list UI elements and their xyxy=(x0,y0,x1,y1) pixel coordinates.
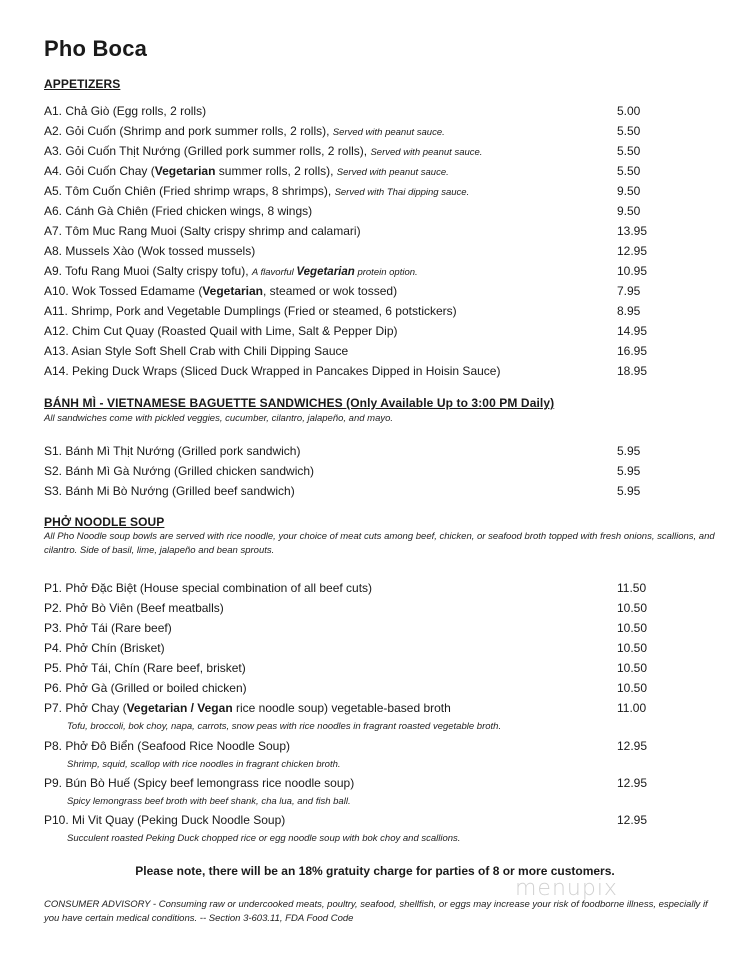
menu-item-p5: P5. Phở Tái, Chín (Rare beef, brisket) 10.50 xyxy=(44,658,664,678)
watermark-logo: menupix xyxy=(515,876,618,901)
menu-item-a11: A11. Shrimp, Pork and Vegetable Dumplings (Fried or steamed, 6 potstickers) 8.95 xyxy=(44,301,664,321)
item-price: 10.50 xyxy=(617,621,648,635)
menu-item-a5: A5. Tôm Cuốn Chiên (Fried shrimp wraps, 8 shrimps), Served with Thai dipping sauce. 9.50 xyxy=(44,181,664,201)
menu-item-s2: S2. Bánh Mì Gà Nướng (Grilled chicken sandwich) 5.95 xyxy=(44,461,664,481)
appetizers-heading: APPETIZERS xyxy=(44,77,121,91)
menu-item-a3: A3. Gỏi Cuốn Thịt Nướng (Grilled pork summer rolls, 2 rolls), Served with peanut sauce. 5.50 xyxy=(44,141,664,161)
item-price: 5.95 xyxy=(617,484,641,498)
item-price: 5.50 xyxy=(617,124,641,138)
menu-item-a12: A12. Chim Cut Quay (Roasted Quail with Lime, Salt & Pepper Dip) 14.95 xyxy=(44,321,664,341)
item-price: 12.95 xyxy=(617,244,648,258)
item-price: 8.95 xyxy=(617,304,641,318)
menu-item-a10: A10. Wok Tossed Edamame (Vegetarian, steamed or wok tossed) 7.95 xyxy=(44,281,664,301)
item-price: 5.95 xyxy=(617,444,641,458)
item-price: 12.95 xyxy=(617,813,648,827)
banh-mi-note: All sandwiches come with pickled veggies, cucumber, cilantro, jalapeño, and mayo. xyxy=(44,413,394,424)
item-price: 9.50 xyxy=(617,204,641,218)
item-price: 12.95 xyxy=(617,739,648,753)
menu-item-a4: A4. Gỏi Cuốn Chay (Vegetarian summer rolls, 2 rolls), Served with peanut sauce. 5.50 xyxy=(44,161,664,181)
item-price: 10.95 xyxy=(617,264,648,278)
item-price: 7.95 xyxy=(617,284,641,298)
item-price: 11.50 xyxy=(617,581,647,595)
menu-item-a2: A2. Gỏi Cuốn (Shrimp and pork summer rolls, 2 rolls), Served with peanut sauce. 5.50 xyxy=(44,121,664,141)
menu-item-a1: A1. Chả Giò (Egg rolls, 2 rolls) 5.00 xyxy=(44,101,664,121)
menu-item-s1: S1. Bánh Mì Thịt Nướng (Grilled pork sandwich) 5.95 xyxy=(44,441,664,461)
item-description: Tofu, broccoli, bok choy, napa, carrots, snow peas with rice noodles in fragrant roasted vegetable broth. xyxy=(67,721,502,732)
menu-item-p8: P8. Phở Đô Biển (Seafood Rice Noodle Soup) 12.95 xyxy=(44,736,664,756)
item-description: Shrimp, squid, scallop with rice noodles in fragrant chicken broth. xyxy=(67,759,341,770)
item-price: 10.50 xyxy=(617,681,648,695)
item-price: 14.95 xyxy=(617,324,648,338)
menu-item-p1: P1. Phở Đặc Biệt (House special combination of all beef cuts) 11.50 xyxy=(44,578,664,598)
menu-item-a14: A14. Peking Duck Wraps (Sliced Duck Wrapped in Pancakes Dipped in Hoisin Sauce) 18.95 xyxy=(44,361,664,381)
menu-item-a6: A6. Cánh Gà Chiên (Fried chicken wings, 8 wings) 9.50 xyxy=(44,201,664,221)
menu-item-s3: S3. Bánh Mi Bò Nướng (Grilled beef sandwich) 5.95 xyxy=(44,481,664,501)
item-price: 11.00 xyxy=(617,701,647,715)
menu-item-p4: P4. Phở Chín (Brisket) 10.50 xyxy=(44,638,664,658)
menu-item-p6: P6. Phở Gà (Grilled or boiled chicken) 10.50 xyxy=(44,678,664,698)
menu-item-p3: P3. Phở Tái (Rare beef) 10.50 xyxy=(44,618,664,638)
menu-item-a9: A9. Tofu Rang Muoi (Salty crispy tofu), A flavorful Vegetarian protein option. 10.95 xyxy=(44,261,664,281)
menu-item-a7: A7. Tôm Muc Rang Muoi (Salty crispy shrimp and calamari) 13.95 xyxy=(44,221,664,241)
item-price: 13.95 xyxy=(617,224,648,238)
item-price: 10.50 xyxy=(617,661,648,675)
item-price: 12.95 xyxy=(617,776,648,790)
item-description: Succulent roasted Peking Duck chopped rice or egg noodle soup with bok choy and scallions. xyxy=(67,833,461,844)
item-price: 5.00 xyxy=(617,104,641,118)
pho-note: All Pho Noodle soup bowls are served with rice noodle, your choice of meat cuts among beef, chicken, or seafood broth topped with fresh onions, scallions, and cilantro. Side of basil, lime, jalapeño and bean sprouts. xyxy=(44,531,715,556)
menu-item-p9: P9. Bún Bò Huế (Spicy beef lemongrass rice noodle soup) 12.95 xyxy=(44,773,664,793)
item-description: Spicy lemongrass beef broth with beef shank, cha lua, and fish ball. xyxy=(67,796,351,807)
item-price: 10.50 xyxy=(617,641,648,655)
menu-item-p10: P10. Mi Vit Quay (Peking Duck Noodle Soup) 12.95 xyxy=(44,810,664,830)
item-price: 16.95 xyxy=(617,344,648,358)
menu-item-a8: A8. Mussels Xào (Wok tossed mussels) 12.95 xyxy=(44,241,664,261)
banh-mi-heading: BÁNH MÌ - VIETNAMESE BAGUETTE SANDWICHES (Only Available Up to 3:00 PM Daily) xyxy=(44,396,555,410)
consumer-advisory: CONSUMER ADVISORY - Consuming raw or undercooked meats, poultry, seafood, shellfish, or eggs may increase your risk of foodborne illness, especially if you have certain medical conditions. -- Section 3-603.11, FDA Food Code xyxy=(44,899,708,924)
restaurant-title: Pho Boca xyxy=(44,36,148,61)
item-price: 5.50 xyxy=(617,144,641,158)
menu-item-a13: A13. Asian Style Soft Shell Crab with Chili Dipping Sauce 16.95 xyxy=(44,341,664,361)
item-price: 5.50 xyxy=(617,164,641,178)
item-price: 18.95 xyxy=(617,364,648,378)
menu-item-p2: P2. Phở Bò Viên (Beef meatballs) 10.50 xyxy=(44,598,664,618)
pho-heading: PHỞ NOODLE SOUP xyxy=(44,515,165,529)
item-price: 10.50 xyxy=(617,601,648,615)
gratuity-note: Please note, there will be an 18% gratuity charge for parties of 8 or more customers. xyxy=(135,864,615,878)
item-price: 5.95 xyxy=(617,464,641,478)
menu-item-p7: P7. Phở Chay (Vegetarian / Vegan rice noodle soup) vegetable-based broth 11.00 xyxy=(44,698,664,718)
item-price: 9.50 xyxy=(617,184,641,198)
